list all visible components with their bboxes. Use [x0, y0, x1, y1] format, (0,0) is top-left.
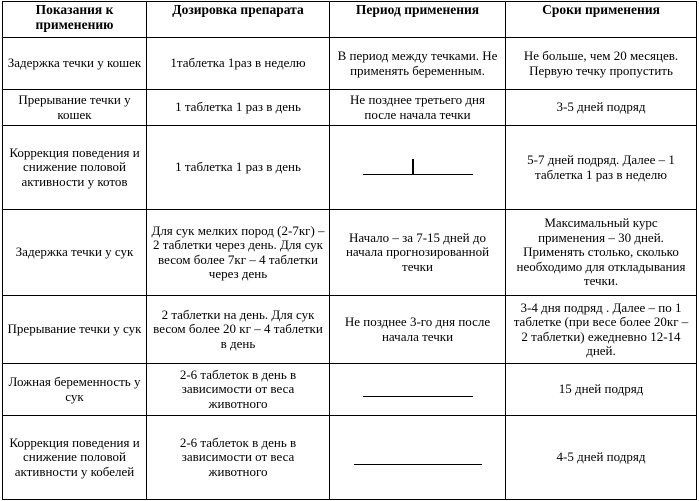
period-cell — [330, 126, 506, 210]
duration-cell: 4-5 дней подряд — [506, 416, 697, 500]
blank-line — [363, 384, 473, 397]
dosage-cell: Для сук мелких пород (2-7кг) – 2 таблетки через день. Для сук весом более 7кг – 4 таблетки через день — [147, 210, 330, 296]
blank-line — [354, 452, 482, 465]
duration-cell: 3-4 дня подряд . Далее – по 1 таблетке (при весе более 20кг – 2 таблетки) ежедневно 12-14 дней. — [506, 296, 697, 364]
period-cell: Не позднее 3-го дня после начала течки — [330, 296, 506, 364]
dosage-cell: 1таблетка 1раз в неделю — [147, 38, 330, 90]
header-period: Период применения — [330, 2, 506, 38]
duration-cell: 5-7 дней подряд. Далее – 1 таблетка 1 раз в неделю — [506, 126, 697, 210]
period-cell: Начало – за 7-15 дней до начала прогнозированной течки — [330, 210, 506, 296]
indication-cell: Прерывание течки у кошек — [3, 90, 147, 126]
duration-cell: Максимальный курс применения – 30 дней. Применять столько, сколько необходимо для откладывания течки. — [506, 210, 697, 296]
table-row — [3, 38, 697, 90]
header-indication: Показания к применению — [3, 2, 147, 38]
blank-line — [363, 162, 473, 175]
period-cell — [330, 416, 506, 500]
indication-cell: Задержка течки у сук — [3, 210, 147, 296]
period-cell: В период между течками. Не применять беременным. — [330, 38, 506, 90]
table-row — [3, 210, 697, 296]
table-row — [3, 126, 697, 210]
table-row — [3, 296, 697, 364]
dosage-cell: 2-6 таблеток в день в зависимости от веса животного — [147, 364, 330, 416]
dosage-cell: 1 таблетка 1 раз в день — [147, 90, 330, 126]
indication-cell: Коррекция поведения и снижение половой активности у кобелей — [3, 416, 147, 500]
header-duration: Сроки применения — [506, 2, 697, 38]
indication-cell: Ложная беременность у сук — [3, 364, 147, 416]
dosage-cell: 1 таблетка 1 раз в день — [147, 126, 330, 210]
duration-cell: Не больше, чем 20 месяцев. Первую течку пропустить — [506, 38, 697, 90]
duration-cell: 3-5 дней подряд — [506, 90, 697, 126]
table-row — [3, 90, 697, 126]
header-dosage: Дозировка препарата — [147, 2, 330, 38]
dosage-cell: 2 таблетки на день. Для сук весом более 20 кг – 4 таблетки в день — [147, 296, 330, 364]
header-row — [3, 2, 697, 38]
period-cell — [330, 364, 506, 416]
duration-cell: 15 дней подряд — [506, 364, 697, 416]
table-row — [3, 416, 697, 500]
indication-cell: Коррекция поведения и снижение половой активности у котов — [3, 126, 147, 210]
period-cell: Не позднее третьего дня после начала течки — [330, 90, 506, 126]
table-row — [3, 364, 697, 416]
dosage-cell: 2-6 таблеток в день в зависимости от веса животного — [147, 416, 330, 500]
indication-cell: Задержка течки у кошек — [3, 38, 147, 90]
dosage-table — [2, 1, 697, 500]
indication-cell: Прерывание течки у сук — [3, 296, 147, 364]
